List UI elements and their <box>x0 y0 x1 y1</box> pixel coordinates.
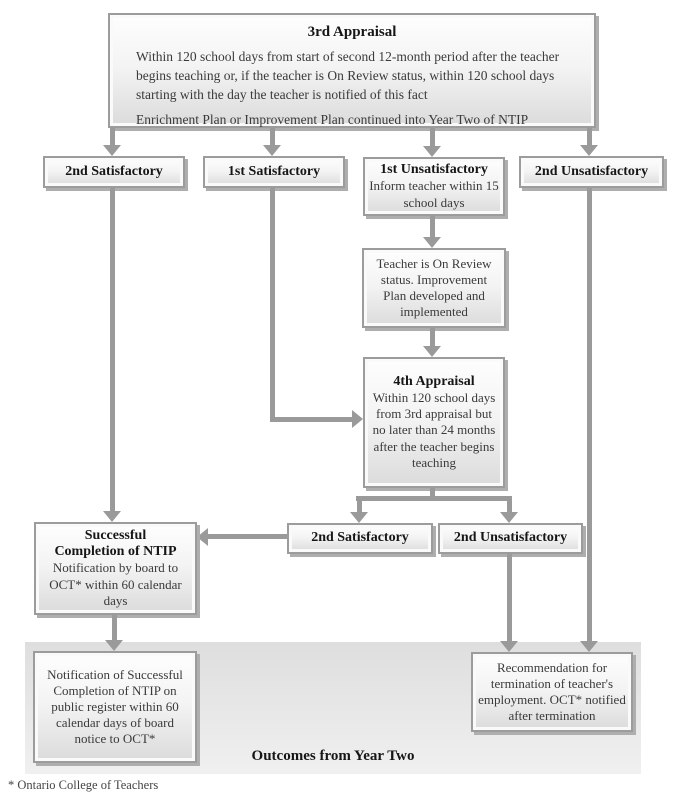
node-1st-satisfactory <box>203 156 345 188</box>
node-2nd-unsatisfactory-mid <box>438 523 583 554</box>
connector-split-to-unsat2mid <box>507 496 512 512</box>
node-1st-unsatisfactory <box>363 157 505 216</box>
arrowhead-down-4th-appraisal <box>423 346 441 357</box>
node-2nd-satisfactory-mid <box>287 523 433 554</box>
node-2nd-unsatisfactory-top-title: 2nd Unsatisfactory <box>534 163 649 179</box>
node-termination-body: Recommendation for termination of teacher's employment. OCT* notified after termination <box>478 659 626 724</box>
node-4th-appraisal-body: Within 120 school days from 3rd appraisal but no later than 24 months after the teacher begins teaching <box>372 390 496 470</box>
connector-ntip-to-register <box>112 615 117 641</box>
node-2nd-satisfactory-mid-title: 2nd Satisfactory <box>311 530 409 546</box>
node-1st-unsatisfactory-body: Inform teacher within 15 school days <box>369 178 499 210</box>
connector-4th-split <box>356 496 512 501</box>
node-3rd-appraisal-text: Within 120 school days from start of second 12-month period after the teacher begins teaching or, if the teacher is On Review status, within 120 school days starting with the day the teacher is notified of this fact <box>136 49 560 103</box>
arrowhead-right-4th-appraisal <box>352 410 363 428</box>
node-on-review-body: Teacher is On Review status. Improvement Plan developed and implemented <box>376 255 492 320</box>
outcomes-band-label: Outcomes from Year Two <box>251 748 415 764</box>
connector-to-2nd-satisfactory <box>110 128 115 146</box>
node-ntip-success-body: Notification by board to OCT* within 60 calendar days <box>49 560 182 608</box>
connector-to-1st-satisfactory <box>270 128 275 146</box>
connector-2nd-satisfactory-to-ntip-success <box>110 187 115 513</box>
arrowhead-down-2nd-unsatisfactory <box>580 145 598 156</box>
connector-split-to-sat2mid <box>357 496 362 512</box>
arrowhead-down-ntip-success <box>103 511 121 522</box>
node-3rd-appraisal-subtext: Enrichment Plan or Improvement Plan continued into Year Two of NTIP <box>136 111 529 127</box>
arrowhead-down-termination-right <box>580 641 598 652</box>
arrowhead-left-ntip-success <box>197 528 208 546</box>
node-3rd-appraisal <box>108 13 596 128</box>
connector-1st-satisfactory-drop <box>270 187 275 422</box>
node-4th-appraisal <box>363 357 505 488</box>
arrowhead-down-2nd-satisfactory <box>103 145 121 156</box>
connector-to-2nd-unsatisfactory <box>587 128 592 146</box>
node-public-register <box>33 651 197 763</box>
connector-on-review-to-4th <box>430 328 435 347</box>
node-2nd-unsatisfactory-top <box>519 156 664 188</box>
connector-to-1st-unsatisfactory <box>430 128 435 147</box>
connector-unsat2top-to-termination <box>587 188 592 642</box>
node-2nd-satisfactory-top <box>43 156 185 188</box>
node-1st-unsatisfactory-title: 1st Unsatisfactory <box>380 162 488 178</box>
arrowhead-down-1st-satisfactory <box>263 145 281 156</box>
node-3rd-appraisal-title: 3rd Appraisal <box>307 24 397 40</box>
connector-1st-satisfactory-elbow <box>270 417 352 422</box>
node-termination <box>471 652 633 732</box>
connector-unsat2mid-to-termination <box>507 554 512 642</box>
arrowhead-down-2nd-satisfactory-mid <box>350 512 368 523</box>
arrowhead-down-termination-left <box>500 641 518 652</box>
node-2nd-satisfactory-top-title: 2nd Satisfactory <box>65 163 163 179</box>
node-public-register-body: Notification of Successful Completion of NTIP on public register within 60 calendar days of board notice to OCT* <box>47 666 183 747</box>
footnote-oct: * Ontario College of Teachers <box>8 778 159 792</box>
connector-unsat-to-on-review <box>430 216 435 238</box>
node-ntip-success <box>34 522 197 615</box>
node-1st-satisfactory-title: 1st Satisfactory <box>227 163 321 179</box>
arrowhead-down-on-review <box>423 237 441 248</box>
connector-sat2mid-to-ntip-success <box>207 534 287 539</box>
arrowhead-down-2nd-unsatisfactory-mid <box>500 512 518 523</box>
arrowhead-down-public-register <box>105 640 123 651</box>
node-4th-appraisal-title: 4th Appraisal <box>393 374 475 390</box>
node-2nd-unsatisfactory-mid-title: 2nd Unsatisfactory <box>453 530 568 546</box>
node-ntip-success-title: Successful Completion of NTIP <box>54 528 177 560</box>
arrowhead-down-1st-unsatisfactory <box>423 146 441 157</box>
node-on-review <box>362 248 506 328</box>
